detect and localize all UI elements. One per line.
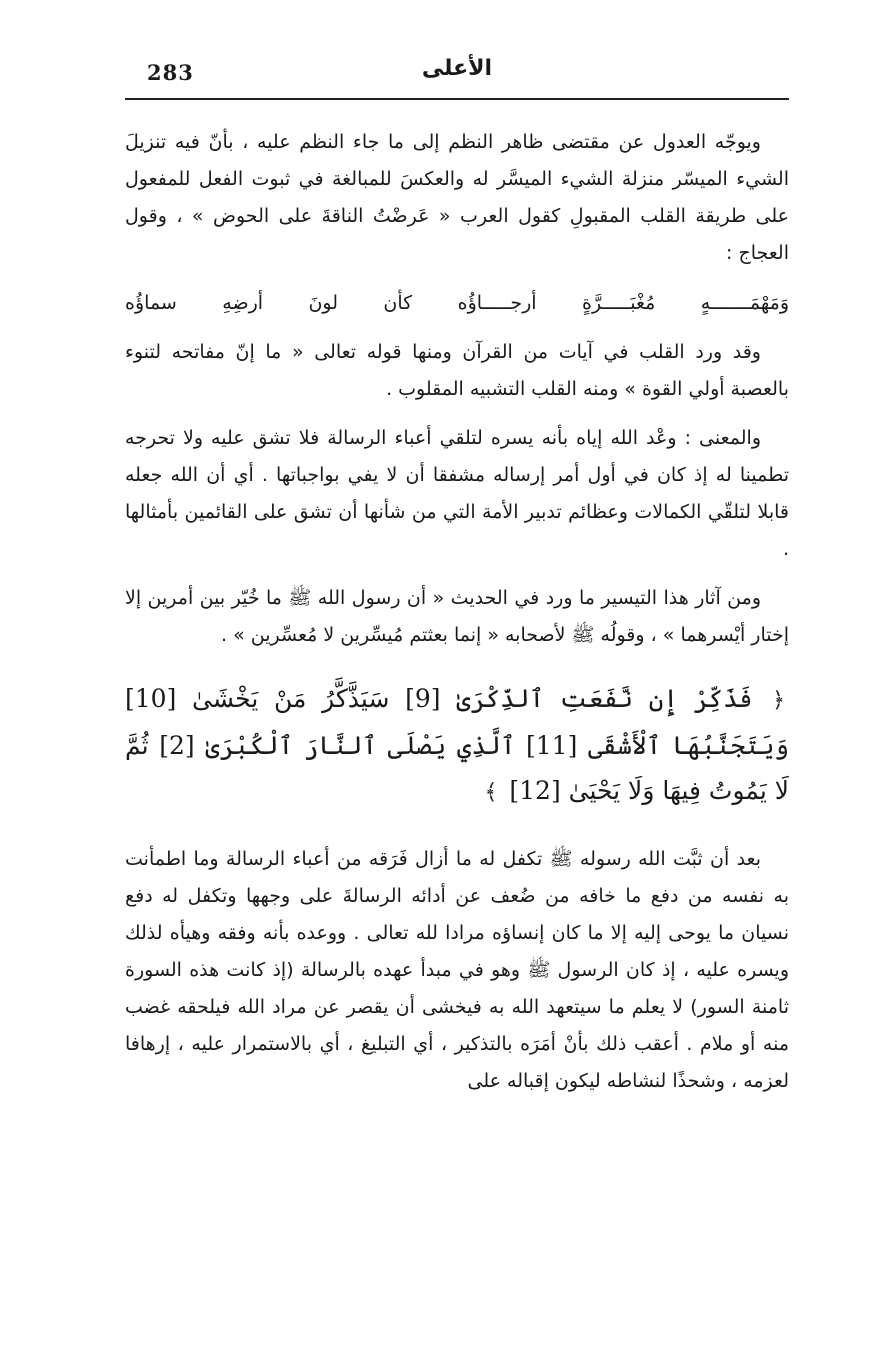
paragraph-3: والمعنى : وعْد الله إياه بأنه يسره لتلقي أعباء الرسالة فلا تشق عليه ولا تحرجه تطمينا له إذ كان في أول أمر إرساله مشفقا أن لا يفي بواجباتها . أي أن الله جعله قابلا لتلقّي الكمالات وعظائم تدبير الأمة التي من شأنها أن تشق على القائمين بأمثالها .: [125, 427, 789, 560]
poem-word: لونَ: [308, 292, 339, 314]
quran-text: فَذَكِّرْ إِن نَّفَعَتِ ٱلذِّكْرَىٰ [9] سَيَذَّكَّرُ مَنْ يَخْشَىٰ [10] وَيَتَجَنَّبُهَا ٱلْأَشْقَى [11] ٱلَّذِي يَصْلَى ٱلنَّارَ ٱلْكُبْرَىٰ [2] ثُمَّ لَا يَمُوتُ فِيهَا وَلَا يَحْيَىٰ [12]: [125, 684, 790, 805]
quran-verses: [125, 676, 789, 815]
paragraph-5: بعد أن ثبَّت الله رسوله ﷺ تكفل له ما أزال فَرَقه من أعباء الرسالة وما اطمأنت به نفسه من دفع ما خافه من ضُعف عن أدائه الرسالةَ على وجهها وتكفل له دفع نسيان ما يوحى إليه إلا ما كان إنساؤه مرادا لله تعالى . ووعده بأنه وفقه وهيأه لذلك ويسره عليه ، إذ كان الرسول ﷺ وهو في مبدأ عهده بالرسالة (إذ كانت هذه السورة ثامنة السور) لا يعلم ما سيتعهد الله به فيخشى أن يقصر عن مراد الله فيلحقه غضب منه أو ملام . أعقب ذلك بأنْ أمَرَه بالتذكير ، أي التبليغ ، أي بالاستمرار عليه ، إرهافا لعزمه ، وشحذًا لنشاطه ليكون إقباله على: [125, 848, 789, 1092]
paragraph-2: وقد ورد القلب في آيات من القرآن ومنها قوله تعالى « ما إنّ مفاتحه لتنوء بالعصبة أولي القوة » ومنه القلب التشبيه المقلوب .: [125, 341, 789, 400]
poem-word: كأن: [383, 292, 413, 314]
quran-open-bracket: ﴿: [772, 688, 785, 713]
running-title: الأعلى: [421, 56, 493, 81]
quran-close-bracket: ﴾: [484, 780, 498, 805]
poem-word: سماؤُه: [125, 292, 177, 314]
paragraph-1: ويوجّه العدول عن مقتضى ظاهر النظم إلى ما جاء النظم عليه ، بأنّ فيه تنزيلَ الشيء الميسّر منزلة الشيء الميسَّر له والعكسَ للمبالغة في ثبوت الفعل للمفعول على طريقة القلب المقبولِ كقول العرب « عَرضْتُ الناقةَ على الحوض » ، وقول العجاج :: [125, 131, 789, 264]
poem-verse: [125, 286, 789, 320]
poem-word: مُغْبَـــــرَّةٍ: [581, 292, 656, 314]
paragraph-4: ومن آثار هذا التيسير ما ورد في الحديث « أن رسول الله ﷺ ما خُيّر بين أمرين إلا إختار أيْسرهما » ، وقولُه ﷺ لأصحابه « إنما بعثتم مُيسِّرين لا مُعسِّرين » .: [125, 587, 789, 646]
poem-word: أرجـــــاؤُه: [457, 292, 537, 314]
page-number: 283: [147, 60, 194, 85]
header-rule: [125, 98, 789, 100]
poem-word: وَمَهْمَـــــــهٍ: [700, 292, 789, 314]
page-body: [125, 118, 789, 1100]
page-header: [125, 56, 789, 96]
poem-word: أرضِهِ: [222, 292, 264, 314]
